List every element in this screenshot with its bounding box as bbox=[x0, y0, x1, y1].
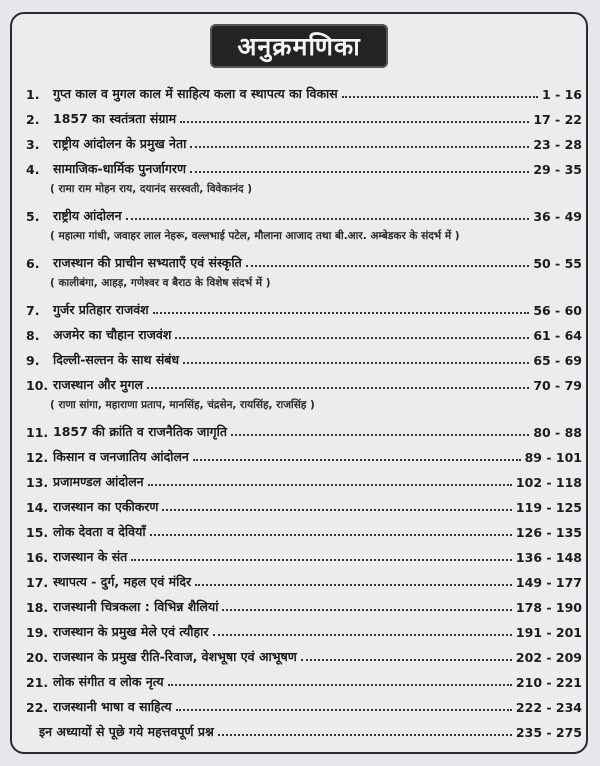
toc-entry bbox=[26, 202, 582, 224]
page-range: 126 - 135 bbox=[515, 525, 582, 540]
entry-title: राजस्थान का एकीकरण bbox=[53, 499, 159, 514]
entry-title: राजस्थान की प्राचीन सभ्यताएँ एवं संस्कृति bbox=[53, 255, 242, 270]
entry-title: लोक देवता व देवियाँ bbox=[53, 524, 146, 539]
page-range: 17 - 22 bbox=[533, 112, 582, 127]
page-range: 50 - 55 bbox=[533, 256, 582, 271]
toc-entry bbox=[26, 371, 582, 393]
dot-leader bbox=[222, 609, 511, 611]
entry-number: 11. bbox=[26, 425, 49, 440]
dot-leader bbox=[175, 337, 529, 339]
entry-title: गुर्जर प्रतिहार राजवंश bbox=[53, 302, 149, 317]
dot-leader bbox=[213, 634, 512, 636]
page-range: 70 - 79 bbox=[533, 378, 582, 393]
page-range: 235 - 275 bbox=[515, 725, 582, 740]
dot-leader bbox=[195, 584, 512, 586]
entry-title: अजमेर का चौहान राजवंश bbox=[53, 327, 172, 342]
toc-entry bbox=[26, 155, 582, 177]
dot-leader bbox=[231, 434, 529, 436]
entry-number: 12. bbox=[26, 450, 49, 465]
page-range: 29 - 35 bbox=[533, 162, 582, 177]
entry-title: 1857 का स्वतंत्रता संग्राम bbox=[53, 111, 177, 126]
dot-leader bbox=[126, 218, 530, 220]
page-range: 149 - 177 bbox=[515, 575, 582, 590]
toc-entry bbox=[26, 643, 582, 665]
entry-title: गुप्त काल व मुगल काल में साहित्य कला व स्थापत्य का विकास bbox=[53, 86, 338, 101]
entry-title: लोक संगीत व लोक नृत्य bbox=[53, 674, 164, 689]
toc-entry bbox=[26, 443, 582, 465]
entry-subtopics: ( रामा राम मोहन राय, दयानंद सरस्वती, विवेकानंद ) bbox=[50, 183, 253, 195]
dot-leader bbox=[246, 265, 530, 267]
toc-entry bbox=[26, 105, 582, 127]
entry-number: 19. bbox=[26, 625, 49, 640]
toc-entry bbox=[26, 80, 582, 102]
entry-title: राजस्थान और मुगल bbox=[53, 377, 143, 392]
entry-number: 22. bbox=[26, 700, 49, 715]
page-range: 23 - 28 bbox=[533, 137, 582, 152]
entry-subtopics: ( राणा सांगा, महाराणा प्रताप, मानसिंह, चंद्रसेन, रायसिंह, राजसिंह ) bbox=[50, 399, 315, 411]
toc-entry bbox=[26, 296, 582, 318]
page-range: 36 - 49 bbox=[533, 209, 582, 224]
entry-number: 15. bbox=[26, 525, 49, 540]
entry-title: राजस्थान के प्रमुख मेले एवं त्यौहार bbox=[53, 624, 209, 639]
entry-title: सामाजिक-धार्मिक पुनर्जागरण bbox=[53, 161, 187, 176]
entry-number: 7. bbox=[26, 303, 40, 318]
entry-title: दिल्ली-सल्तन के साथ संबंध bbox=[53, 352, 180, 367]
page-range: 102 - 118 bbox=[515, 475, 582, 490]
dot-leader bbox=[180, 121, 529, 123]
entry-number: 3. bbox=[26, 137, 40, 152]
toc-entry bbox=[26, 321, 582, 343]
toc-entry bbox=[26, 543, 582, 565]
entry-number: 16. bbox=[26, 550, 49, 565]
entry-number: 17. bbox=[26, 575, 49, 590]
dot-leader bbox=[153, 312, 530, 314]
page-range: 202 - 209 bbox=[515, 650, 582, 665]
entry-title: स्थापत्य - दुर्ग, महल एवं मंदिर bbox=[53, 574, 192, 589]
entry-title: राष्ट्रीय आंदोलन bbox=[53, 208, 122, 223]
entry-number: 5. bbox=[26, 209, 40, 224]
toc-entry bbox=[26, 568, 582, 590]
entry-title: इन अध्यायों से पूछे गये महत्तवपूर्ण प्रश्न bbox=[39, 724, 214, 739]
dot-leader bbox=[342, 96, 538, 98]
page-range: 56 - 60 bbox=[533, 303, 582, 318]
toc-entry bbox=[26, 693, 582, 715]
entry-number: 8. bbox=[26, 328, 40, 343]
dot-leader bbox=[190, 171, 529, 173]
title-banner bbox=[210, 24, 388, 68]
page-range: 61 - 64 bbox=[533, 328, 582, 343]
page-range: 136 - 148 bbox=[515, 550, 582, 565]
page-range: 80 - 88 bbox=[533, 425, 582, 440]
toc-entry bbox=[26, 346, 582, 368]
page-range: 210 - 221 bbox=[515, 675, 582, 690]
dot-leader bbox=[162, 509, 511, 511]
dot-leader bbox=[301, 659, 512, 661]
entry-number: 1. bbox=[26, 87, 40, 102]
entry-title: किसान व जनजातिय आंदोलन bbox=[53, 449, 189, 464]
page-range: 119 - 125 bbox=[515, 500, 582, 515]
entry-number: 18. bbox=[26, 600, 49, 615]
dot-leader bbox=[147, 387, 529, 389]
entry-subtopics: ( महात्मा गांधी, जवाहर लाल नेहरू, वल्लभाई पटेल, मौलाना आजाद तथा बी.आर. अम्बेडकर के संदर्भ में ) bbox=[50, 230, 460, 242]
entry-number: 21. bbox=[26, 675, 49, 690]
table-of-contents bbox=[26, 80, 582, 743]
entry-title: राष्ट्रीय आंदोलन के प्रमुख नेता bbox=[53, 136, 187, 151]
dot-leader bbox=[193, 459, 521, 461]
page-range: 191 - 201 bbox=[515, 625, 582, 640]
toc-entry bbox=[26, 718, 582, 740]
toc-entry bbox=[26, 418, 582, 440]
page-range: 89 - 101 bbox=[524, 450, 582, 465]
entry-title: राजस्थान के प्रमुख रीति-रिवाज, वेशभूषा एवं आभूषण bbox=[53, 649, 297, 664]
toc-entry bbox=[26, 130, 582, 152]
entry-number: 10. bbox=[26, 378, 49, 393]
entry-title: राजस्थान के संत bbox=[53, 549, 128, 564]
dot-leader bbox=[168, 684, 512, 686]
page-range: 178 - 190 bbox=[515, 600, 582, 615]
entry-number: 20. bbox=[26, 650, 49, 665]
entry-title: राजस्थानी चित्रकला : विभिन्न शैलियां bbox=[53, 599, 219, 614]
entry-number: 14. bbox=[26, 500, 49, 515]
dot-leader bbox=[183, 362, 529, 364]
dot-leader bbox=[176, 709, 512, 711]
entry-number: 13. bbox=[26, 475, 49, 490]
entry-number: 4. bbox=[26, 162, 40, 177]
entry-number: 9. bbox=[26, 353, 40, 368]
entry-subtopics: ( कालीबंगा, आहड़, गणेश्वर व बैराठ के विशेष संदर्भ में ) bbox=[50, 277, 271, 289]
entry-number: 6. bbox=[26, 256, 40, 271]
dot-leader bbox=[131, 559, 512, 561]
dot-leader bbox=[148, 484, 512, 486]
toc-entry bbox=[26, 668, 582, 690]
dot-leader bbox=[190, 146, 529, 148]
page-title: अनुक्रमणिका bbox=[237, 32, 361, 61]
entry-title: 1857 की क्रांति व राजनैतिक जागृति bbox=[53, 424, 227, 439]
toc-entry bbox=[26, 249, 582, 271]
toc-entry bbox=[26, 493, 582, 515]
entry-title: राजस्थानी भाषा व साहित्य bbox=[53, 699, 172, 714]
entry-title: प्रजामण्डल आंदोलन bbox=[53, 474, 144, 489]
dot-leader bbox=[150, 534, 512, 536]
entry-number: 2. bbox=[26, 112, 40, 127]
page-range: 65 - 69 bbox=[533, 353, 582, 368]
dot-leader bbox=[218, 734, 512, 736]
page-range: 222 - 234 bbox=[515, 700, 582, 715]
toc-entry bbox=[26, 518, 582, 540]
page-range: 1 - 16 bbox=[542, 87, 582, 102]
toc-entry bbox=[26, 618, 582, 640]
toc-entry bbox=[26, 593, 582, 615]
toc-entry bbox=[26, 468, 582, 490]
